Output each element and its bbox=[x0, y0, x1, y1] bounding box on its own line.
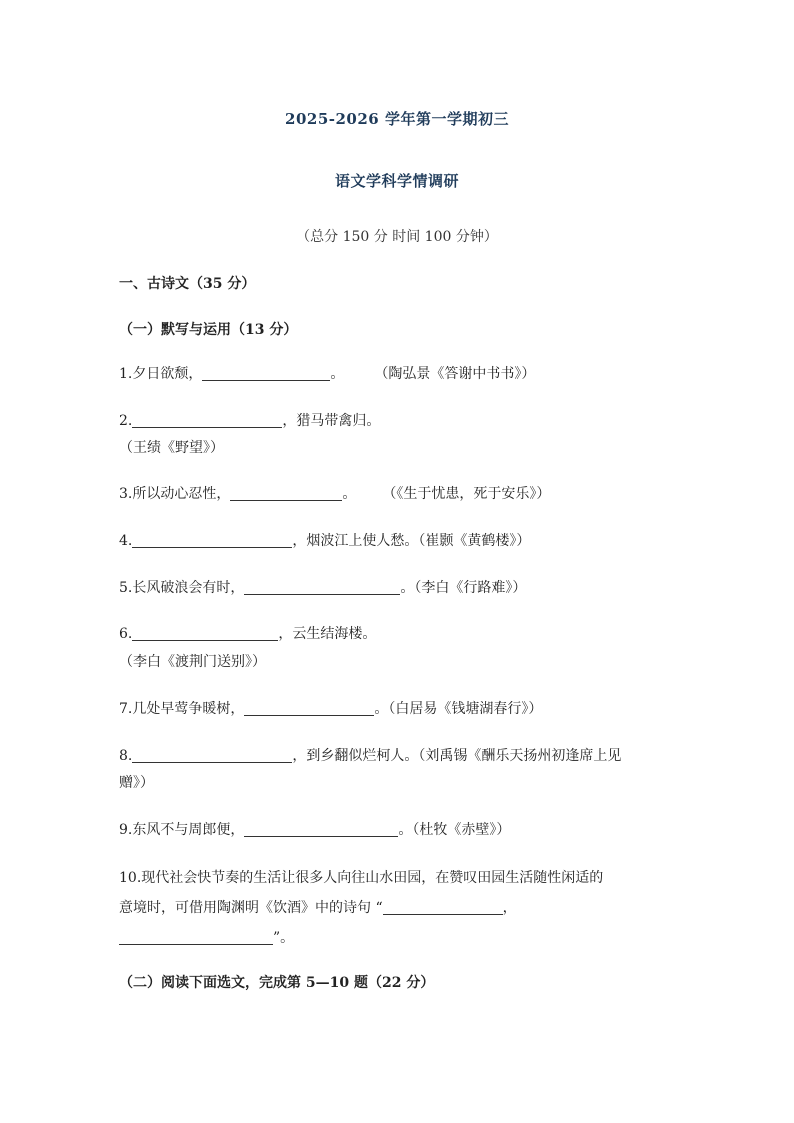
question-source: （李白《行路难》） bbox=[414, 580, 527, 596]
question-text: 。 bbox=[374, 701, 389, 717]
question-number: 7. bbox=[119, 701, 133, 717]
question-text: ”。 bbox=[273, 930, 295, 946]
question-source: （杜牧《赤壁》） bbox=[412, 822, 511, 838]
question-number: 6. bbox=[119, 626, 133, 642]
question-number: 1. bbox=[119, 366, 133, 382]
question-2 bbox=[119, 409, 679, 433]
question-number: 8. bbox=[119, 748, 133, 764]
answer-blank[interactable] bbox=[132, 624, 278, 641]
question-number: 3. bbox=[119, 486, 133, 502]
answer-blank[interactable] bbox=[132, 531, 292, 548]
question-number: 10. bbox=[119, 870, 142, 886]
answer-blank[interactable] bbox=[230, 484, 342, 501]
answer-blank[interactable] bbox=[132, 411, 282, 428]
question-source: （刘禹锡《酬乐天扬州初逢席上见 bbox=[418, 748, 622, 764]
question-text: ，云生结海楼。 bbox=[278, 626, 377, 642]
question-source: （白居易《钱塘湖春行》） bbox=[388, 701, 543, 717]
question-6 bbox=[119, 622, 679, 646]
question-text: 。 bbox=[342, 486, 357, 502]
question-1 bbox=[119, 362, 679, 386]
question-number: 9. bbox=[119, 822, 133, 838]
question-10-line2 bbox=[119, 896, 679, 920]
question-8-source-cont: 赠》） bbox=[119, 775, 154, 791]
question-text: ，烟波江上使人愁。 bbox=[292, 533, 419, 549]
question-text: 夕日欲颓， bbox=[132, 366, 203, 382]
answer-blank[interactable] bbox=[244, 578, 400, 595]
answer-blank[interactable] bbox=[244, 820, 398, 837]
question-text: 现代社会快节奏的生活让很多人向往山水田园，在赞叹田园生活随性闲适的 bbox=[141, 870, 604, 886]
answer-blank[interactable] bbox=[119, 928, 273, 945]
question-text: 长风破浪会有时， bbox=[132, 580, 245, 596]
question-text: 所以动心忍性， bbox=[132, 486, 231, 502]
question-text: ，到乡翻似烂柯人。 bbox=[292, 748, 419, 764]
question-text: ，猎马带禽归。 bbox=[282, 413, 381, 429]
question-4 bbox=[119, 529, 679, 553]
question-6-source: （李白《渡荆门送别》） bbox=[119, 654, 266, 670]
section-heading: 一、古诗文（35 分） bbox=[119, 276, 256, 292]
question-text: 几处早莺争暖树， bbox=[132, 701, 245, 717]
question-text: 东风不与周郎便， bbox=[132, 822, 245, 838]
exam-meta: （总分 150 分 时间 100 分钟） bbox=[296, 229, 498, 245]
question-number: 5. bbox=[119, 580, 133, 596]
exam-title-subject: 语文学科学情调研 bbox=[334, 172, 459, 190]
question-5 bbox=[119, 576, 679, 600]
question-text: 意境时，可借用陶渊明《饮酒》中的诗句 “ bbox=[119, 900, 383, 916]
part-heading: （一）默写与运用（13 分） bbox=[119, 322, 298, 338]
question-3 bbox=[119, 482, 679, 506]
question-9 bbox=[119, 818, 679, 842]
question-text: 。 bbox=[400, 580, 415, 596]
answer-blank[interactable] bbox=[132, 746, 292, 763]
exam-title-year: 2025-2026 学年第一学期初三 bbox=[285, 110, 509, 128]
question-8 bbox=[119, 744, 679, 768]
question-7 bbox=[119, 697, 679, 721]
answer-blank[interactable] bbox=[244, 699, 374, 716]
question-source: （崔颢《黄鹤楼》） bbox=[418, 533, 531, 549]
question-10 bbox=[119, 866, 679, 890]
part-heading: （二）阅读下面选文，完成第 5—10 题（22 分） bbox=[119, 975, 435, 991]
question-number: 2. bbox=[119, 413, 133, 429]
question-source: （《生于忧患，死于安乐》） bbox=[382, 486, 551, 502]
question-source: （陶弘景《答谢中书书》） bbox=[374, 366, 536, 382]
answer-blank[interactable] bbox=[202, 364, 330, 381]
answer-blank[interactable] bbox=[383, 898, 503, 915]
question-10-line3 bbox=[119, 926, 679, 950]
question-text: 。 bbox=[330, 366, 345, 382]
question-number: 4. bbox=[119, 533, 133, 549]
question-text: 。 bbox=[398, 822, 413, 838]
question-2-source: （王绩《野望》） bbox=[119, 440, 224, 456]
question-text: ， bbox=[502, 900, 517, 916]
